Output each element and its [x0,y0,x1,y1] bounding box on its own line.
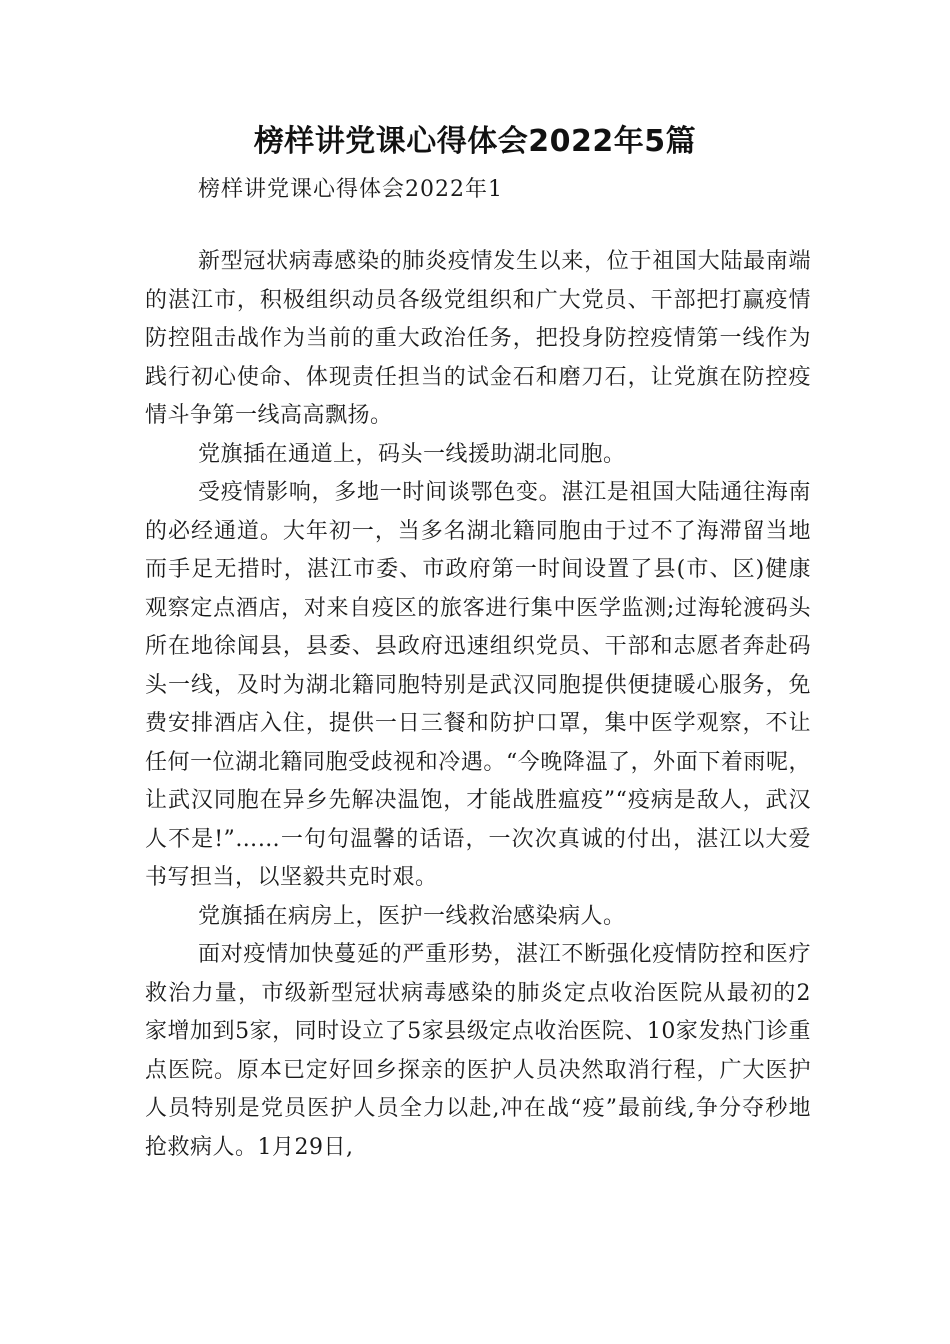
paragraph-5: 面对疫情加快蔓延的严重形势，湛江不断强化疫情防控和医疗救治力量，市级新型冠状病毒感染的肺炎定点收治医院从最初的2家增加到5家，同时设立了5家县级定点收治医院、10家发热门诊重点医院。原本已定好回乡探亲的医护人员决然取消行程，广大医护人员特别是党员医护人员全力以赴,冲在战“疫”最前线,争分夺秒地抢救病人。1月29日, [145,942,811,1160]
document-title: 榜样讲党课心得体会2022年5篇 [253,124,697,159]
paragraph-4: 党旗插在病房上，医护一线救治感染病人。 [198,903,626,929]
paragraph-1: 新型冠状病毒感染的肺炎疫情发生以来，位于祖国大陆最南端的湛江市，积极组织动员各级党组织和广大党员、干部把打赢疫情防控阻击战作为当前的重大政治任务，把投身防控疫情第一线作为践行初心使命、体现责任担当的试金石和磨刀石，让党旗在防控疫情斗争第一线高高飘扬。 [145,249,811,428]
document-body [145,243,811,1167]
paragraph-2: 党旗插在通道上，码头一线援助湖北同胞。 [198,441,626,467]
document-subtitle: 榜样讲党课心得体会2022年1 [198,177,503,202]
paragraph-3: 受疫情影响，多地一时间谈鄂色变。湛江是祖国大陆通往海南的必经通道。大年初一，当多名湖北籍同胞由于过不了海滞留当地而手足无措时，湛江市委、市政府第一时间设置了县(市、区)健康观察定点酒店，对来自疫区的旅客进行集中医学监测;过海轮渡码头所在地徐闻县，县委、县政府迅速组织党员、干部和志愿者奔赴码头一线，及时为湖北籍同胞特别是武汉同胞提供便捷暖心服务，免费安排酒店入住，提供一日三餐和防护口罩，集中医学观察，不让任何一位湖北籍同胞受歧视和冷遇。“今晚降温了，外面下着雨呢，让武汉同胞在异乡先解决温饱，才能战胜瘟疫”“疫病是敌人，武汉人不是!”……一句句温馨的话语，一次次真诚的付出，湛江以大爱书写担当，以坚毅共克时艰。 [145,480,811,890]
